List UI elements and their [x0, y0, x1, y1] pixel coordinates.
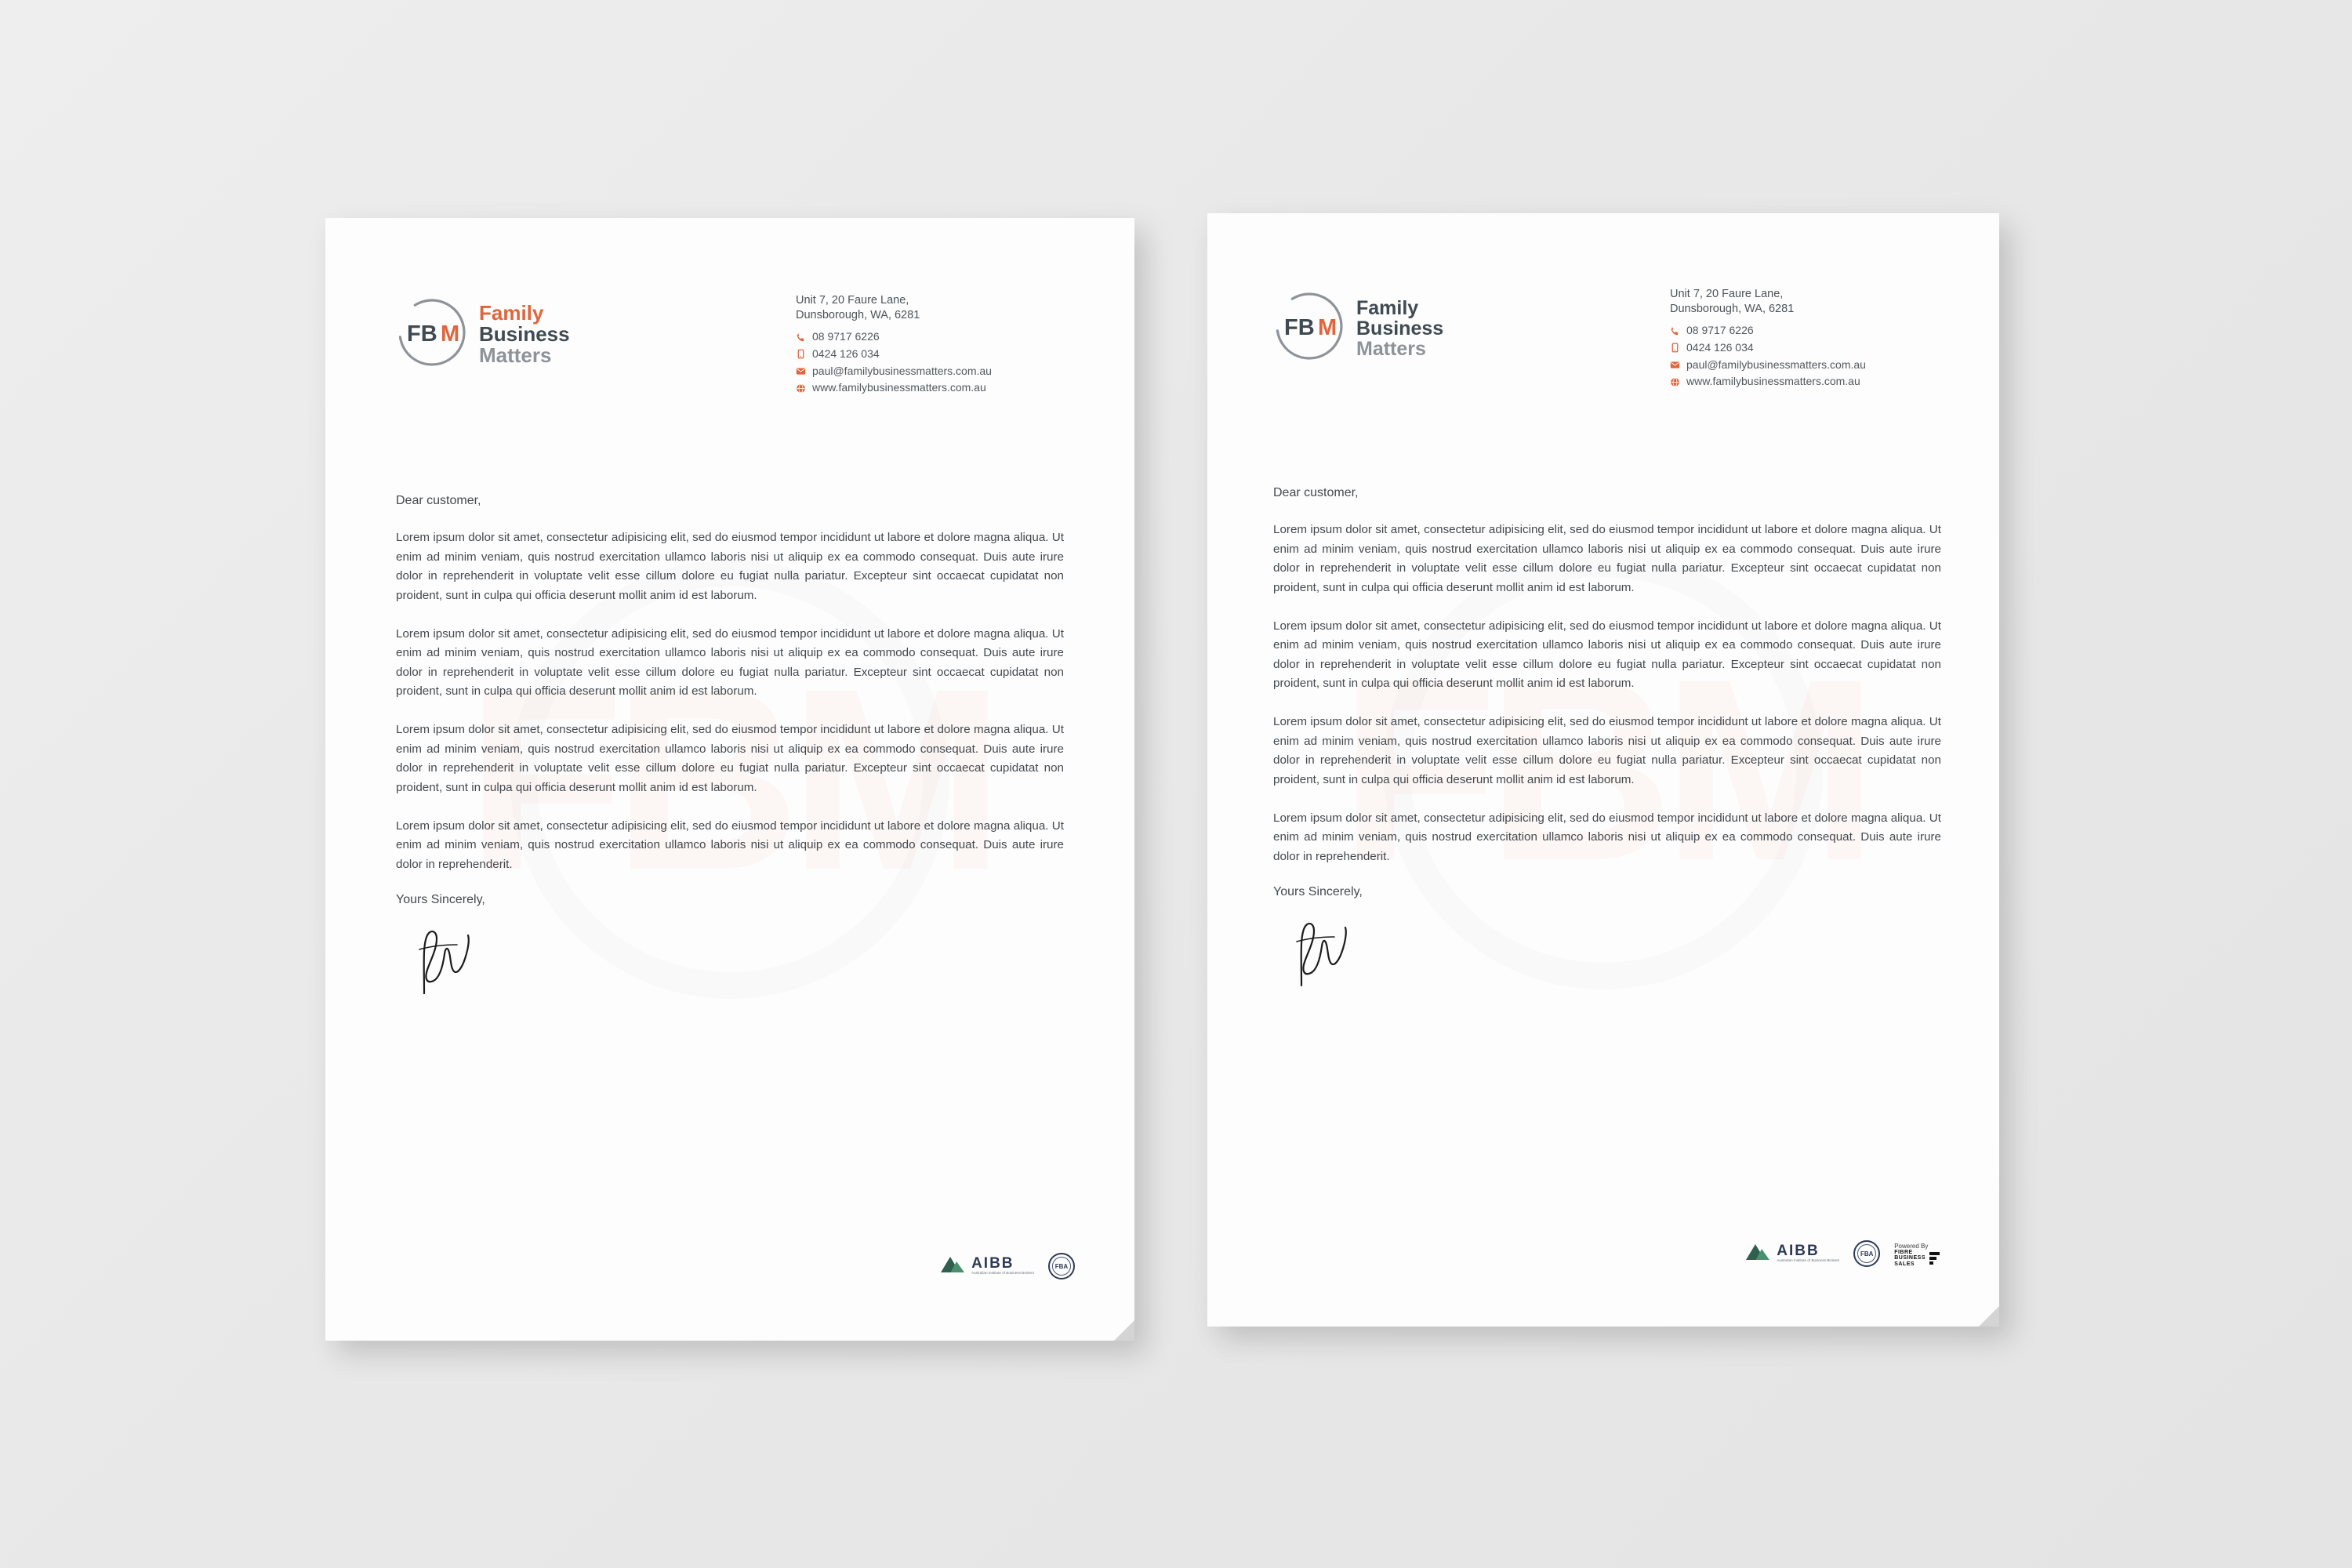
- seal-label-b: FBA: [1857, 1244, 1876, 1263]
- handwritten-signature-icon: [396, 918, 498, 1004]
- sheet-b-bottom-shadow: [1207, 1327, 1999, 1347]
- letter-body-b: [1273, 486, 1941, 1000]
- aibb-full-a: Australian Institute of Business Brokers: [971, 1271, 1034, 1276]
- globe-icon: [1670, 377, 1680, 387]
- signature-b: [1273, 910, 1941, 1000]
- letterhead-sheet-b: [1207, 213, 1999, 1327]
- letterhead-sheet-a: [325, 218, 1134, 1341]
- email-value-b: paul@familybusinessmatters.com.au: [1686, 358, 1866, 371]
- accreditation-seal-b: [1853, 1240, 1880, 1267]
- powered-brand-line1: FIBRE: [1894, 1249, 1913, 1255]
- paragraph-2-a: Lorem ipsum dolor sit amet, consectetur adipisicing elit, sed do eiusmod tempor incididunt ut labore et dolore magna aliqua. Ut enim ad minim veniam, quis nostrud exercitation ullamco laboris nisi ut aliquip ex ea commodo consequat. Duis aute irure dolor in reprehenderit in voluptate velit esse cillum dolore eu fugiat nulla pariatur. Excepteur sint occaecat cupidatat non proident, sunt in culpa qui officia deserunt mollit anim id est laborum.: [396, 626, 1064, 699]
- address-line2-b: Dunsborough, WA, 6281: [1670, 303, 1795, 316]
- brand-name-line3-b: Matters: [1356, 337, 1426, 360]
- brand-name-line2-a: Business: [479, 321, 570, 346]
- address-line1-b: Unit 7, 20 Faure Lane,: [1670, 288, 1784, 300]
- paragraph-1-b: Lorem ipsum dolor sit amet, consectetur adipisicing elit, sed do eiusmod tempor incididunt ut labore et dolore magna aliqua. Ut enim ad minim veniam, quis nostrud exercitation ullamco laboris nisi ut aliquip ex ea commodo consequat. Duis aute irure dolor in reprehenderit in voluptate velit esse cillum dolore eu fugiat nulla pariatur. Excepteur sint occaecat cupidatat non proident, sunt in culpa qui officia deserunt mollit anim id est laborum.: [1273, 523, 1941, 594]
- seal-label-a: FBA: [1052, 1257, 1071, 1276]
- handwritten-signature-icon: [1273, 910, 1375, 996]
- powered-brand: [1894, 1250, 1941, 1267]
- phone-row-a[interactable]: [796, 328, 1078, 346]
- paragraph-1-a: Lorem ipsum dolor sit amet, consectetur adipisicing elit, sed do eiusmod tempor incididunt ut labore et dolore magna aliqua. Ut enim ad minim veniam, quis nostrud exercitation ullamco laboris nisi ut aliquip ex ea commodo consequat. Duis aute irure dolor in reprehenderit in voluptate velit esse cillum dolore eu fugiat nulla pariatur. Excepteur sint occaecat cupidatat non proident, sunt in culpa qui officia deserunt mollit anim id est laborum.: [396, 531, 1064, 602]
- brand-name-line2-b: Business: [1356, 317, 1444, 339]
- powered-by-block: [1894, 1243, 1941, 1267]
- paragraph-4-a: Lorem ipsum dolor sit amet, consectetur adipisicing elit, sed do eiusmod tempor incididunt ut labore et dolore magna aliqua. Ut enim ad minim veniam, quis nostrud exercitation ullamco laboris nisi ut aliquip ex ea commodo consequat. Duis aute irure dolor in reprehenderit.: [396, 818, 1064, 871]
- fbm-monogram-icon-a: [396, 296, 468, 372]
- mobile-phone-icon: [1670, 343, 1680, 353]
- address-line1-a: Unit 7, 20 Faure Lane,: [796, 294, 909, 307]
- phone-value-b: 08 9717 6226: [1686, 324, 1754, 337]
- svg-text:M: M: [441, 321, 460, 347]
- fbm-circle-icon: [396, 296, 468, 368]
- aibb-mark-icon: [1744, 1240, 1771, 1267]
- address-line2-a: Dunsborough, WA, 6281: [796, 309, 920, 322]
- svg-text:M: M: [1318, 315, 1338, 340]
- aibb-text-b: [1777, 1243, 1839, 1263]
- website-row-a[interactable]: [796, 379, 1078, 397]
- signoff-a: Yours Sincerely,: [396, 893, 485, 907]
- aibb-mark-icon: [939, 1252, 966, 1279]
- mobile-phone-icon: [796, 349, 806, 359]
- phone-value-a: 08 9717 6226: [812, 330, 880, 343]
- paragraph-4-b: Lorem ipsum dolor sit amet, consectetur adipisicing elit, sed do eiusmod tempor incididunt ut labore et dolore magna aliqua. Ut enim ad minim veniam, quis nostrud exercitation ullamco laboris nisi ut aliquip ex ea commodo consequat. Duis aute irure dolor in reprehenderit.: [1273, 811, 1941, 863]
- brand-name-line1-a: Family: [479, 300, 544, 325]
- aibb-abbr-a: AIBB: [971, 1255, 1014, 1272]
- mobile-row-b[interactable]: [1670, 339, 1944, 357]
- brand-wordmark-a: [479, 300, 570, 368]
- paragraph-2-b: Lorem ipsum dolor sit amet, consectetur adipisicing elit, sed do eiusmod tempor incididunt ut labore et dolore magna aliqua. Ut enim ad minim veniam, quis nostrud exercitation ullamco laboris nisi ut aliquip ex ea commodo consequat. Duis aute irure dolor in reprehenderit in voluptate velit esse cillum dolore eu fugiat nulla pariatur. Excepteur sint occaecat cupidatat non proident, sunt in culpa qui officia deserunt mollit anim id est laborum.: [1273, 619, 1941, 691]
- mobile-value-a: 0424 126 034: [812, 347, 880, 360]
- footer-logos-b: [1744, 1240, 1941, 1267]
- envelope-icon: [796, 366, 806, 376]
- brand-logo-b: [1273, 290, 1443, 366]
- aibb-logo-a: [939, 1252, 1034, 1279]
- website-value-a: www.familybusinessmatters.com.au: [812, 381, 986, 394]
- aibb-logo-b: [1744, 1240, 1839, 1267]
- mobile-row-a[interactable]: [796, 346, 1078, 363]
- aibb-abbr-b: AIBB: [1777, 1243, 1820, 1260]
- website-row-b[interactable]: [1670, 373, 1944, 390]
- salutation-a: Dear customer,: [396, 494, 481, 507]
- email-value-a: paul@familybusinessmatters.com.au: [812, 364, 992, 377]
- contact-block-a: [796, 293, 1078, 397]
- website-value-b: www.familybusinessmatters.com.au: [1686, 375, 1860, 388]
- brand-name-line3-a: Matters: [479, 343, 552, 368]
- email-row-b[interactable]: [1670, 357, 1944, 374]
- paragraph-3-b: Lorem ipsum dolor sit amet, consectetur adipisicing elit, sed do eiusmod tempor incididunt ut labore et dolore magna aliqua. Ut enim ad minim veniam, quis nostrud exercitation ullamco laboris nisi ut aliquip ex ea commodo consequat. Duis aute irure dolor in reprehenderit in voluptate velit esse cillum dolore eu fugiat nulla pariatur. Excepteur sint occaecat cupidatat non proident, sunt in culpa qui officia deserunt mollit anim id est laborum.: [1273, 715, 1941, 786]
- svg-text:FB: FB: [1284, 315, 1315, 340]
- fbm-monogram-icon-b: [1273, 290, 1345, 366]
- powered-brand-line2: BUSINESS: [1894, 1255, 1926, 1261]
- brand-name-line1-b: Family: [1356, 296, 1419, 319]
- phone-row-b[interactable]: [1670, 322, 1944, 339]
- salutation-b: Dear customer,: [1273, 486, 1359, 499]
- fibre-f-icon: [1929, 1250, 1941, 1266]
- paragraph-3-a: Lorem ipsum dolor sit amet, consectetur adipisicing elit, sed do eiusmod tempor incididunt ut labore et dolore magna aliqua. Ut enim ad minim veniam, quis nostrud exercitation ullamco laboris nisi ut aliquip ex ea commodo consequat. Duis aute irure dolor in reprehenderit in voluptate velit esse cillum dolore eu fugiat nulla pariatur. Excepteur sint occaecat cupidatat non proident, sunt in culpa qui officia deserunt mollit anim id est laborum.: [396, 723, 1064, 794]
- brand-logo-a: [396, 296, 570, 372]
- globe-icon: [796, 383, 806, 394]
- accreditation-seal-a: [1048, 1253, 1075, 1279]
- aibb-full-b: Australian Institute of Business Brokers: [1777, 1258, 1840, 1263]
- phone-icon: [1670, 326, 1680, 336]
- letter-body-a: [396, 494, 1064, 1008]
- powered-brand-line3: SALES: [1894, 1261, 1915, 1267]
- phone-icon: [796, 332, 806, 343]
- brand-wordmark-b: [1356, 298, 1443, 359]
- footer-logos-a: [939, 1252, 1075, 1279]
- contact-block-b: [1670, 287, 1944, 390]
- signoff-b: Yours Sincerely,: [1273, 885, 1363, 899]
- aibb-text-a: [971, 1256, 1034, 1276]
- sheet-a-bottom-shadow: [325, 1341, 1134, 1361]
- svg-text:FB: FB: [407, 321, 437, 347]
- envelope-icon: [1670, 360, 1680, 370]
- email-row-a[interactable]: [796, 363, 1078, 380]
- mobile-value-b: 0424 126 034: [1686, 340, 1754, 354]
- powered-by-label: Powered By: [1894, 1242, 1929, 1250]
- signature-a: [396, 918, 1064, 1008]
